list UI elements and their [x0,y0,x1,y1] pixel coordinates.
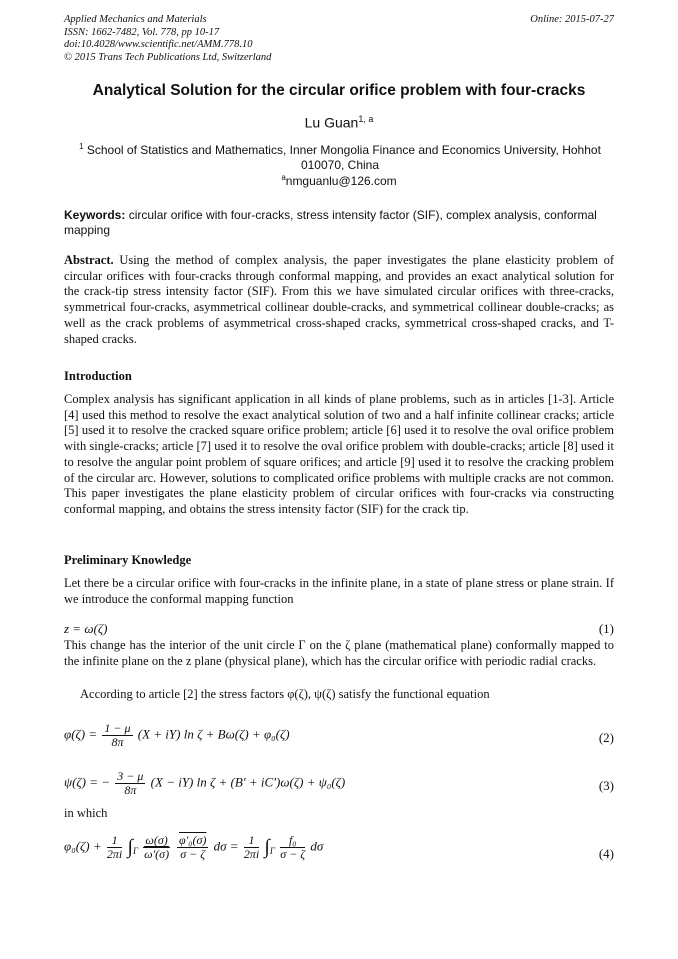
preliminary-paragraph-3: According to article [2] the stress factors φ(ζ), ψ(ζ) satisfy the functional equation [80,687,490,701]
eq4-frac3-den: σ − ζ [180,847,206,861]
journal-name: Applied Mechanics and Materials [64,14,207,25]
equation-4-end: dσ [310,838,324,854]
eq4-frac2-num: ω(σ) [145,833,168,847]
equation-2-fraction [102,722,132,749]
author-name: Lu Guan [304,114,359,131]
eq4-frac4-den: 2πi [243,847,260,861]
author-line [0,114,678,131]
equation-2-rhs: (X + iY) ln ζ + Bω(ζ) + φ₀(ζ) [137,726,290,742]
in-which-text: in which [64,806,108,820]
equation-3-number: (3) [598,778,614,793]
preliminary-paragraph-1: Let there be a circular orifice with four-cracks in the infinite plane, in a state of plane stress or plane strain. If we introduce the conformal mapping function [64,576,614,606]
keywords-text: circular orifice with four-cracks, stress intensity factor (SIF), complex analysis, conformal mapping [64,208,597,237]
affiliation-text: School of Statistics and Mathematics, Inner Mongolia Finance and Economics University, Hohhot 010070, China [86,143,601,172]
affiliation-superscript: 1 [79,142,84,151]
equation-3-fraction [115,770,145,797]
equation-2-lhs: φ(ζ) = [64,726,98,742]
eq4-frac3-num: φ′₀(σ) [179,833,207,847]
equation-4-fraction-4 [244,834,259,861]
paper-title: Analytical Solution for the circular orifice problem with four-cracks [92,82,586,99]
section-heading-preliminary: Preliminary Knowledge [64,553,192,567]
equation-1-number: (1) [598,621,614,636]
equation-4-fraction-5 [280,834,305,861]
preliminary-paragraph-2: This change has the interior of the unit circle Γ on the ζ plane (mathematical plane) conformally mapped to the infinite plane on the z plane (physical plane), which has the circular orifice with periodic radial cracks. [64,638,614,668]
email-line [0,173,678,188]
equation-2 [64,722,614,756]
equation-3-lhs: ψ(ζ) = − [64,774,111,790]
eq4-frac1-den: 2πi [106,847,123,861]
equation-3-numerator: 3 − μ [117,769,144,783]
equation-4-fraction-2 [143,834,169,861]
keywords-label: Keywords: [64,208,126,222]
eq4-frac5-den: σ − ζ [280,847,306,861]
equation-3-denominator: 8π [124,783,137,797]
integral-subscript-2: Γ [269,846,276,857]
eq4-frac4-num: 1 [244,834,259,848]
integral-sign: ∫ [127,836,133,858]
issn: ISSN: 1662-7482, Vol. 778, pp 10-17 [64,26,220,38]
abstract-text: Using the method of complex analysis, the paper investigates the plane elasticity problem of circular orifices with four-cracks through conformal mapping, and provides an exact analytical solution for the crack-tip stress intensity factor (SIF). From this we have simulated circular orifices with three-cracks, symmetrical four-cracks, asymmetrical collinear double-cracks, and symmetrical collinear double-cracks; as well as the crack problems of asymmetrical cross-shaped cracks, symmetrical cross-shaped cracks, and T-shaped cracks. [64,253,615,346]
copyright: © 2015 Trans Tech Publications Ltd, Switzerland [64,51,272,63]
equation-4-lhs: φ₀(ζ) + [64,838,102,854]
integral-subscript: Γ [133,846,139,857]
eq4-frac5-num: f₀ [280,834,305,848]
equation-3 [64,770,614,804]
equation-4-mid: dσ = [213,838,239,854]
affiliation [66,139,614,173]
abstract-label: Abstract. [64,253,114,267]
equation-2-numerator: 1 − μ [104,721,131,735]
online-date: Online: 2015-07-27 [530,14,614,25]
author-superscript: 1, a [358,114,374,124]
keywords [64,208,614,238]
doi: doi:10.4028/www.scientific.net/AMM.778.10 [64,39,253,50]
integral-sign-2: ∫ [264,836,270,858]
equation-4-fraction-3 [177,834,208,861]
eq4-frac1-num: 1 [107,834,122,848]
email-superscript: a [281,173,286,182]
introduction-paragraph: Complex analysis has significant application in all kinds of plane problems, such as in articles [1-3]. Article [4] used this method to resolve the exact analytical solution of two and a half infinite collinear cracks; article [5] used it to resolve the cracked square orifice problem; article [6] used it to resolve the oval orifice problem with single-cracks; article [7] used it to resolve the oval orifice problem with double-cracks; article [8] used it to resolve the angular point problem of square orifices; and article [9] used it to resolve the cracking problem of the circular arc. However, solutions to complicated orifice problems with multiple cracks are not common. This paper investigates the plane elasticity problem of circular orifices with four-cracks via constructing conformal mapping, and obtains the stress intensity factor (SIF) for the crack tip. [64,392,614,516]
abstract [64,253,614,347]
equation-2-number: (2) [598,730,614,745]
section-heading-introduction: Introduction [64,369,132,383]
equation-4 [64,834,614,878]
equation-2-denominator: 8π [111,735,124,749]
equation-4-fraction-1 [107,834,122,861]
equation-1-body: z = ω(ζ) [64,621,108,636]
eq4-frac2-den: ω′(σ) [144,847,170,861]
journal-header [64,14,484,64]
equation-3-rhs: (X − iY) ln ζ + (B′ + iC′)ω(ζ) + ψ₀(ζ) [150,774,346,790]
email: nmguanlu@126.com [285,174,397,188]
equation-4-number: (4) [598,846,614,861]
